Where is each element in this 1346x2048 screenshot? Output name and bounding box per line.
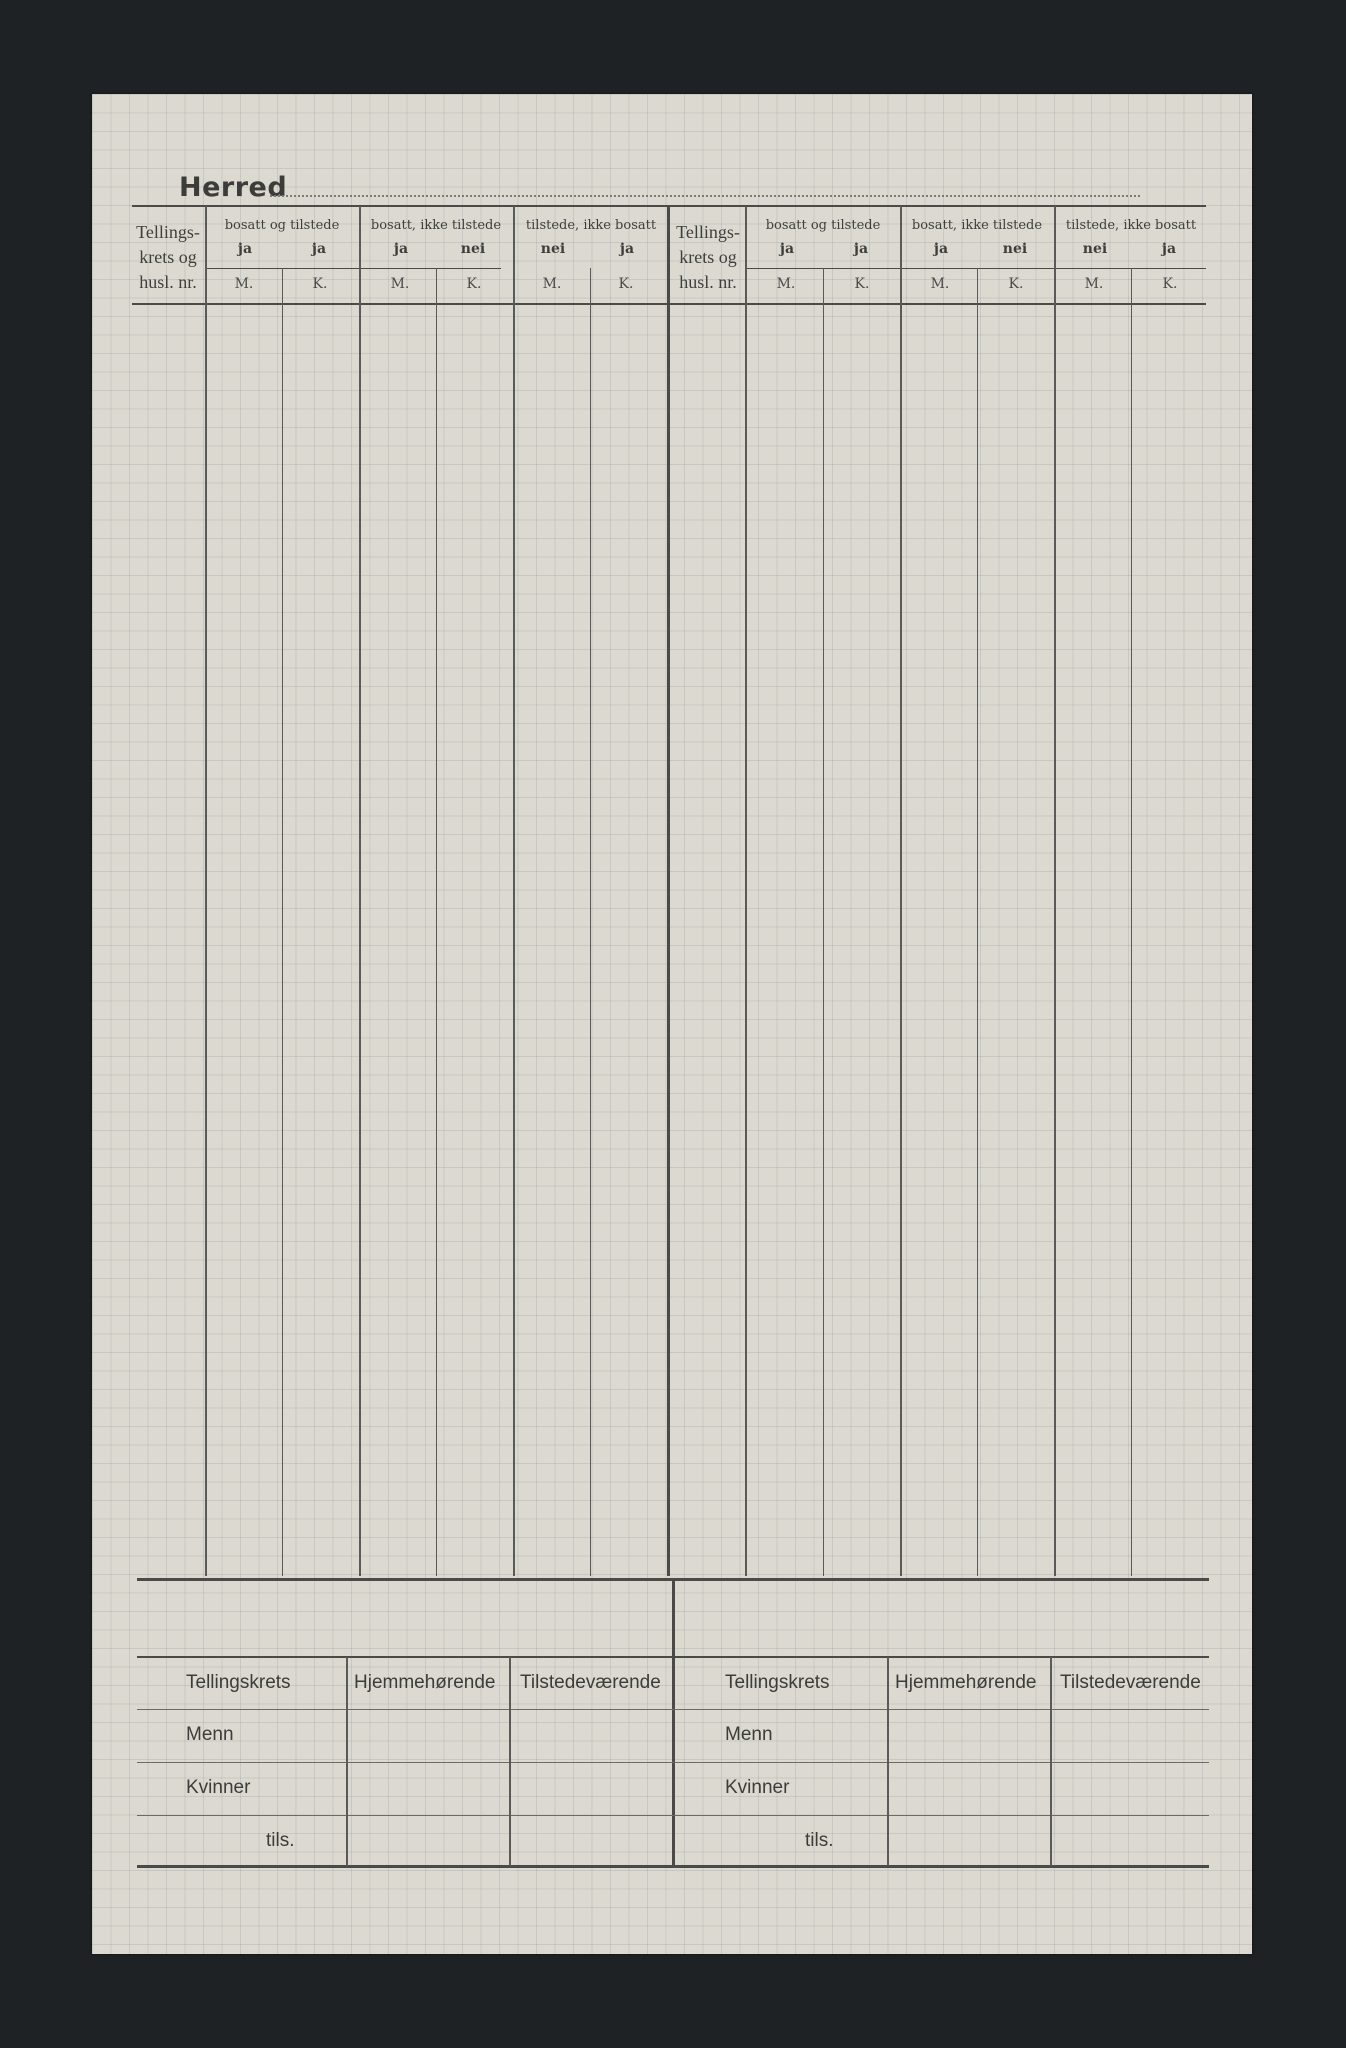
mk-label: M. [390,276,410,292]
sub-label: ja [853,241,869,257]
column-rule [590,268,591,1576]
sub-label: nei [1082,241,1108,257]
mk-label: M. [776,276,796,292]
row-header-line: husl. nr. [139,272,197,292]
mk-label: M. [234,276,254,292]
group-label: tilstede, ikke bosatt [525,218,657,233]
mk-label: M. [542,276,562,292]
summary-row-kvinner: Kvinner [725,1777,790,1798]
title-fill-line [270,195,1140,197]
mk-label: K. [618,276,634,292]
form-title: Herred [179,172,288,203]
half-divider [667,206,670,1576]
sub-label: ja [393,241,409,257]
summary-header-tellingskrets: Tellingskrets [186,1672,291,1693]
column-rule [436,268,437,1576]
mk-label: K. [854,276,870,292]
summary-row-tils: tils. [266,1830,295,1851]
row-header-line: krets og [679,247,737,267]
sub-label: nei [460,241,486,257]
column-rule [1054,206,1056,1576]
group-label: tilstede, ikke bosatt [1065,218,1197,233]
mk-label: K. [312,276,328,292]
summary-header-tellingskrets: Tellingskrets [725,1672,830,1693]
group-label: bosatt, ikke tilstede [911,218,1043,233]
sub-label: nei [540,241,566,257]
sub-label: ja [779,241,795,257]
summary-header-hjemmehorende: Hjemmehørende [895,1672,1037,1693]
summary-row-menn: Menn [186,1724,234,1745]
summary-row-rule [137,1815,1209,1816]
sub-label: ja [1161,241,1177,257]
header-mid-rule-left [205,268,501,269]
column-rule [900,206,902,1576]
summary-header-tilstedevaerende: Tilstedeværende [520,1672,661,1693]
column-rule [205,206,207,1576]
group-label: bosatt, ikke tilstede [370,218,502,233]
row-header-line: krets og [139,247,197,267]
summary-row-tils: tils. [805,1830,834,1851]
column-rule [977,268,978,1576]
summary-half-divider [672,1581,675,1865]
row-header-line: Tellings- [676,222,740,242]
mk-label: K. [466,276,482,292]
summary-header-tilstedevaerende: Tilstedeværende [1060,1672,1201,1693]
sub-label: ja [311,241,327,257]
column-rule [359,206,361,1576]
summary-header-top-rule [137,1656,1209,1658]
summary-row-rule [137,1709,1209,1710]
row-header-line: husl. nr. [679,272,737,292]
column-rule [513,206,515,1576]
column-rule [1131,268,1132,1576]
summary-row-menn: Menn [725,1724,773,1745]
summary-row-rule [137,1762,1209,1763]
group-label: bosatt og tilstede [765,218,881,233]
sub-label: nei [1002,241,1028,257]
row-header-right [670,220,746,295]
sub-label: ja [237,241,253,257]
summary-column-rule [887,1657,889,1866]
summary-row-kvinner: Kvinner [186,1777,251,1798]
column-rule [823,268,824,1576]
summary-bottom-rule [137,1865,1209,1868]
header-mid-rule-right [746,268,1206,269]
sub-label: ja [619,241,635,257]
row-header-left [130,220,206,295]
summary-column-rule [509,1657,511,1866]
group-label: bosatt og tilstede [224,218,340,233]
mk-label: K. [1008,276,1024,292]
summary-column-rule [346,1657,348,1866]
census-form-sheet [92,94,1252,1954]
summary-header-hjemmehorende: Hjemmehørende [354,1672,496,1693]
mk-label: M. [930,276,950,292]
column-rule [282,268,283,1576]
mk-label: K. [1162,276,1178,292]
summary-column-rule [1050,1657,1052,1866]
sub-label: ja [933,241,949,257]
mk-label: M. [1084,276,1104,292]
row-header-line: Tellings- [136,222,200,242]
column-rule [745,206,747,1576]
